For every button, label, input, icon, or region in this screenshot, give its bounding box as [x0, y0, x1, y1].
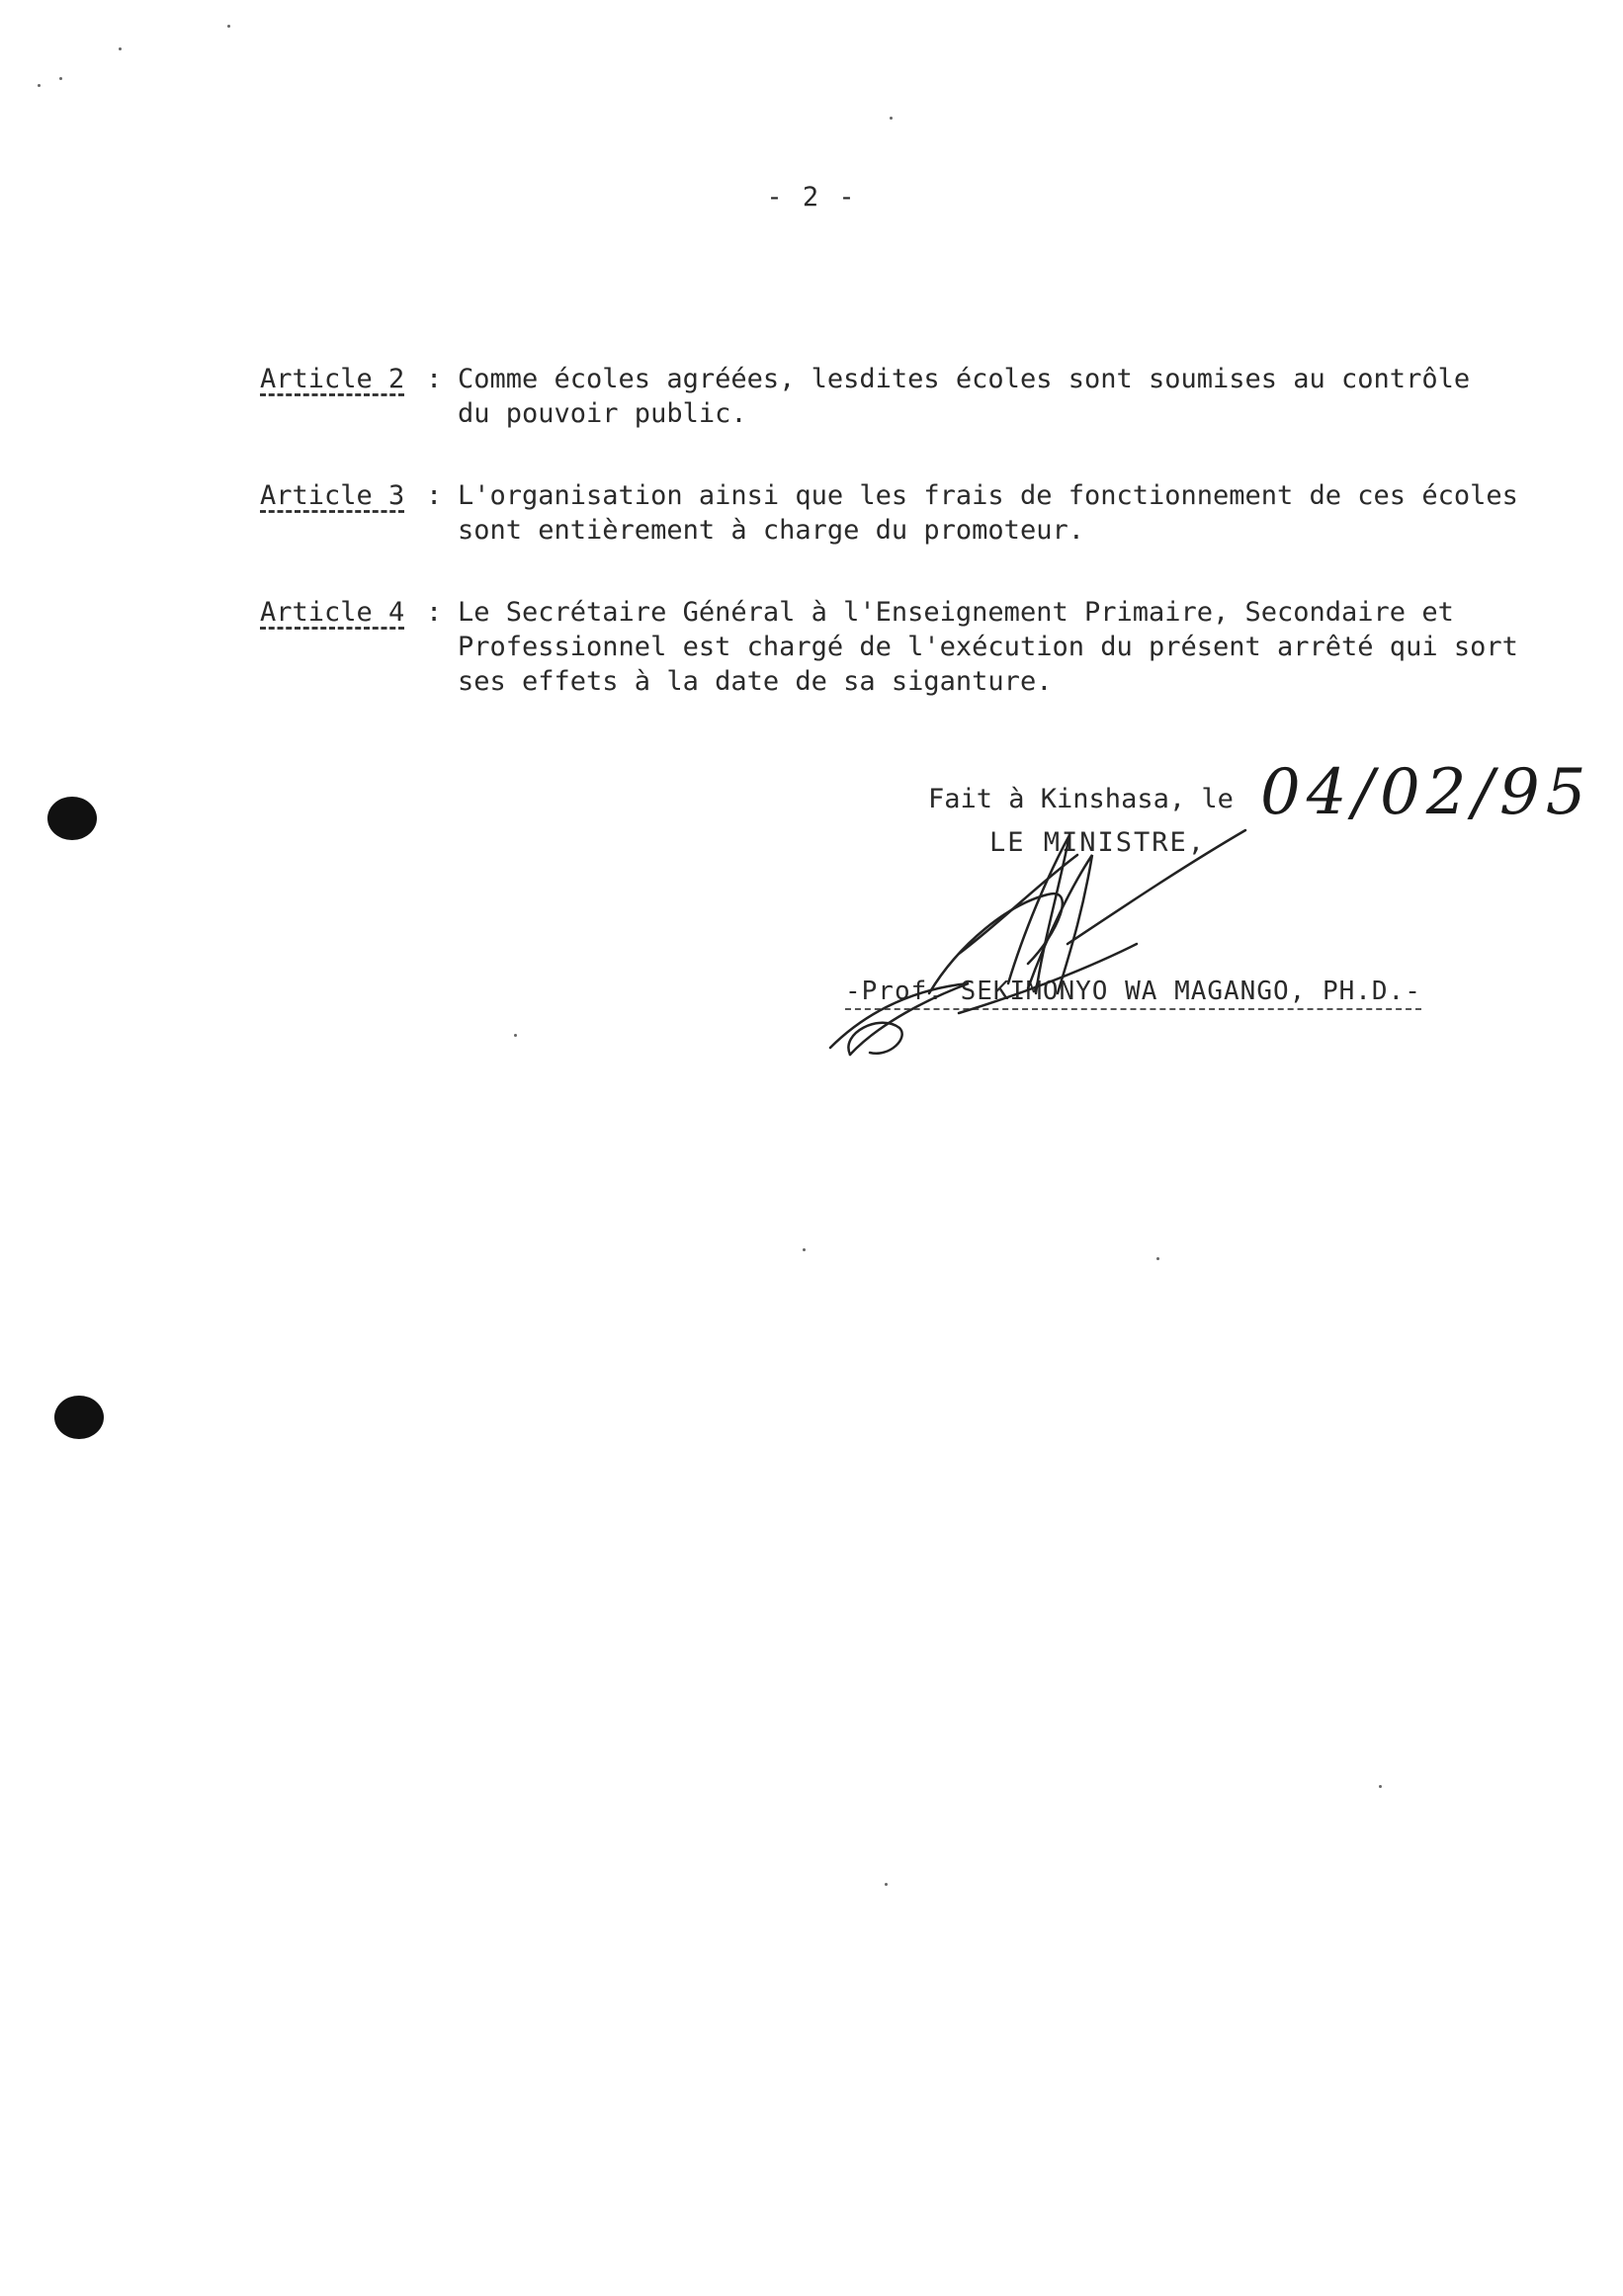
scan-speck — [119, 47, 122, 50]
handwritten-date: 04/02/95 — [1260, 756, 1592, 829]
scan-speck — [803, 1248, 806, 1251]
article-separator: : — [426, 597, 443, 628]
page-number: - 2 - — [766, 182, 857, 213]
punch-hole — [47, 797, 97, 840]
scan-speck — [59, 77, 62, 80]
article-4 — [260, 595, 1565, 699]
article-text: Le Secrétaire Général à l'Enseignement Primaire, Secondaire et Professionnel est chargé de l'exécution du présent arrêté qui sort ses effets à la date de sa siganture. — [458, 597, 1518, 697]
scan-speck — [514, 1034, 517, 1037]
signatory-name: -Prof. SEKIMONYO WA MAGANGO, PH.D.- — [845, 977, 1421, 1010]
article-separator: : — [426, 364, 443, 394]
scan-speck — [227, 25, 230, 28]
place-of-signing: Fait à Kinshasa, le — [928, 784, 1234, 814]
scan-speck — [885, 1883, 888, 1886]
article-label: Article 2 — [260, 364, 405, 394]
article-label: Article 3 — [260, 480, 405, 511]
scan-speck — [890, 117, 893, 120]
article-separator: : — [426, 480, 443, 511]
scan-speck — [38, 84, 41, 87]
scan-speck — [1379, 1785, 1382, 1788]
scan-speck — [1156, 1257, 1159, 1260]
article-2 — [260, 362, 1565, 431]
minister-title: LE MINISTRE, — [989, 827, 1207, 858]
handwritten-signature — [811, 825, 1265, 1063]
article-text: Comme écoles agréées, lesdites écoles sont soumises au contrôle du pouvoir public. — [458, 364, 1471, 429]
article-3 — [260, 478, 1565, 548]
article-label: Article 4 — [260, 597, 405, 628]
punch-hole — [54, 1396, 104, 1439]
article-text: L'organisation ainsi que les frais de fonctionnement de ces écoles sont entièrement à charge du promoteur. — [458, 480, 1518, 546]
